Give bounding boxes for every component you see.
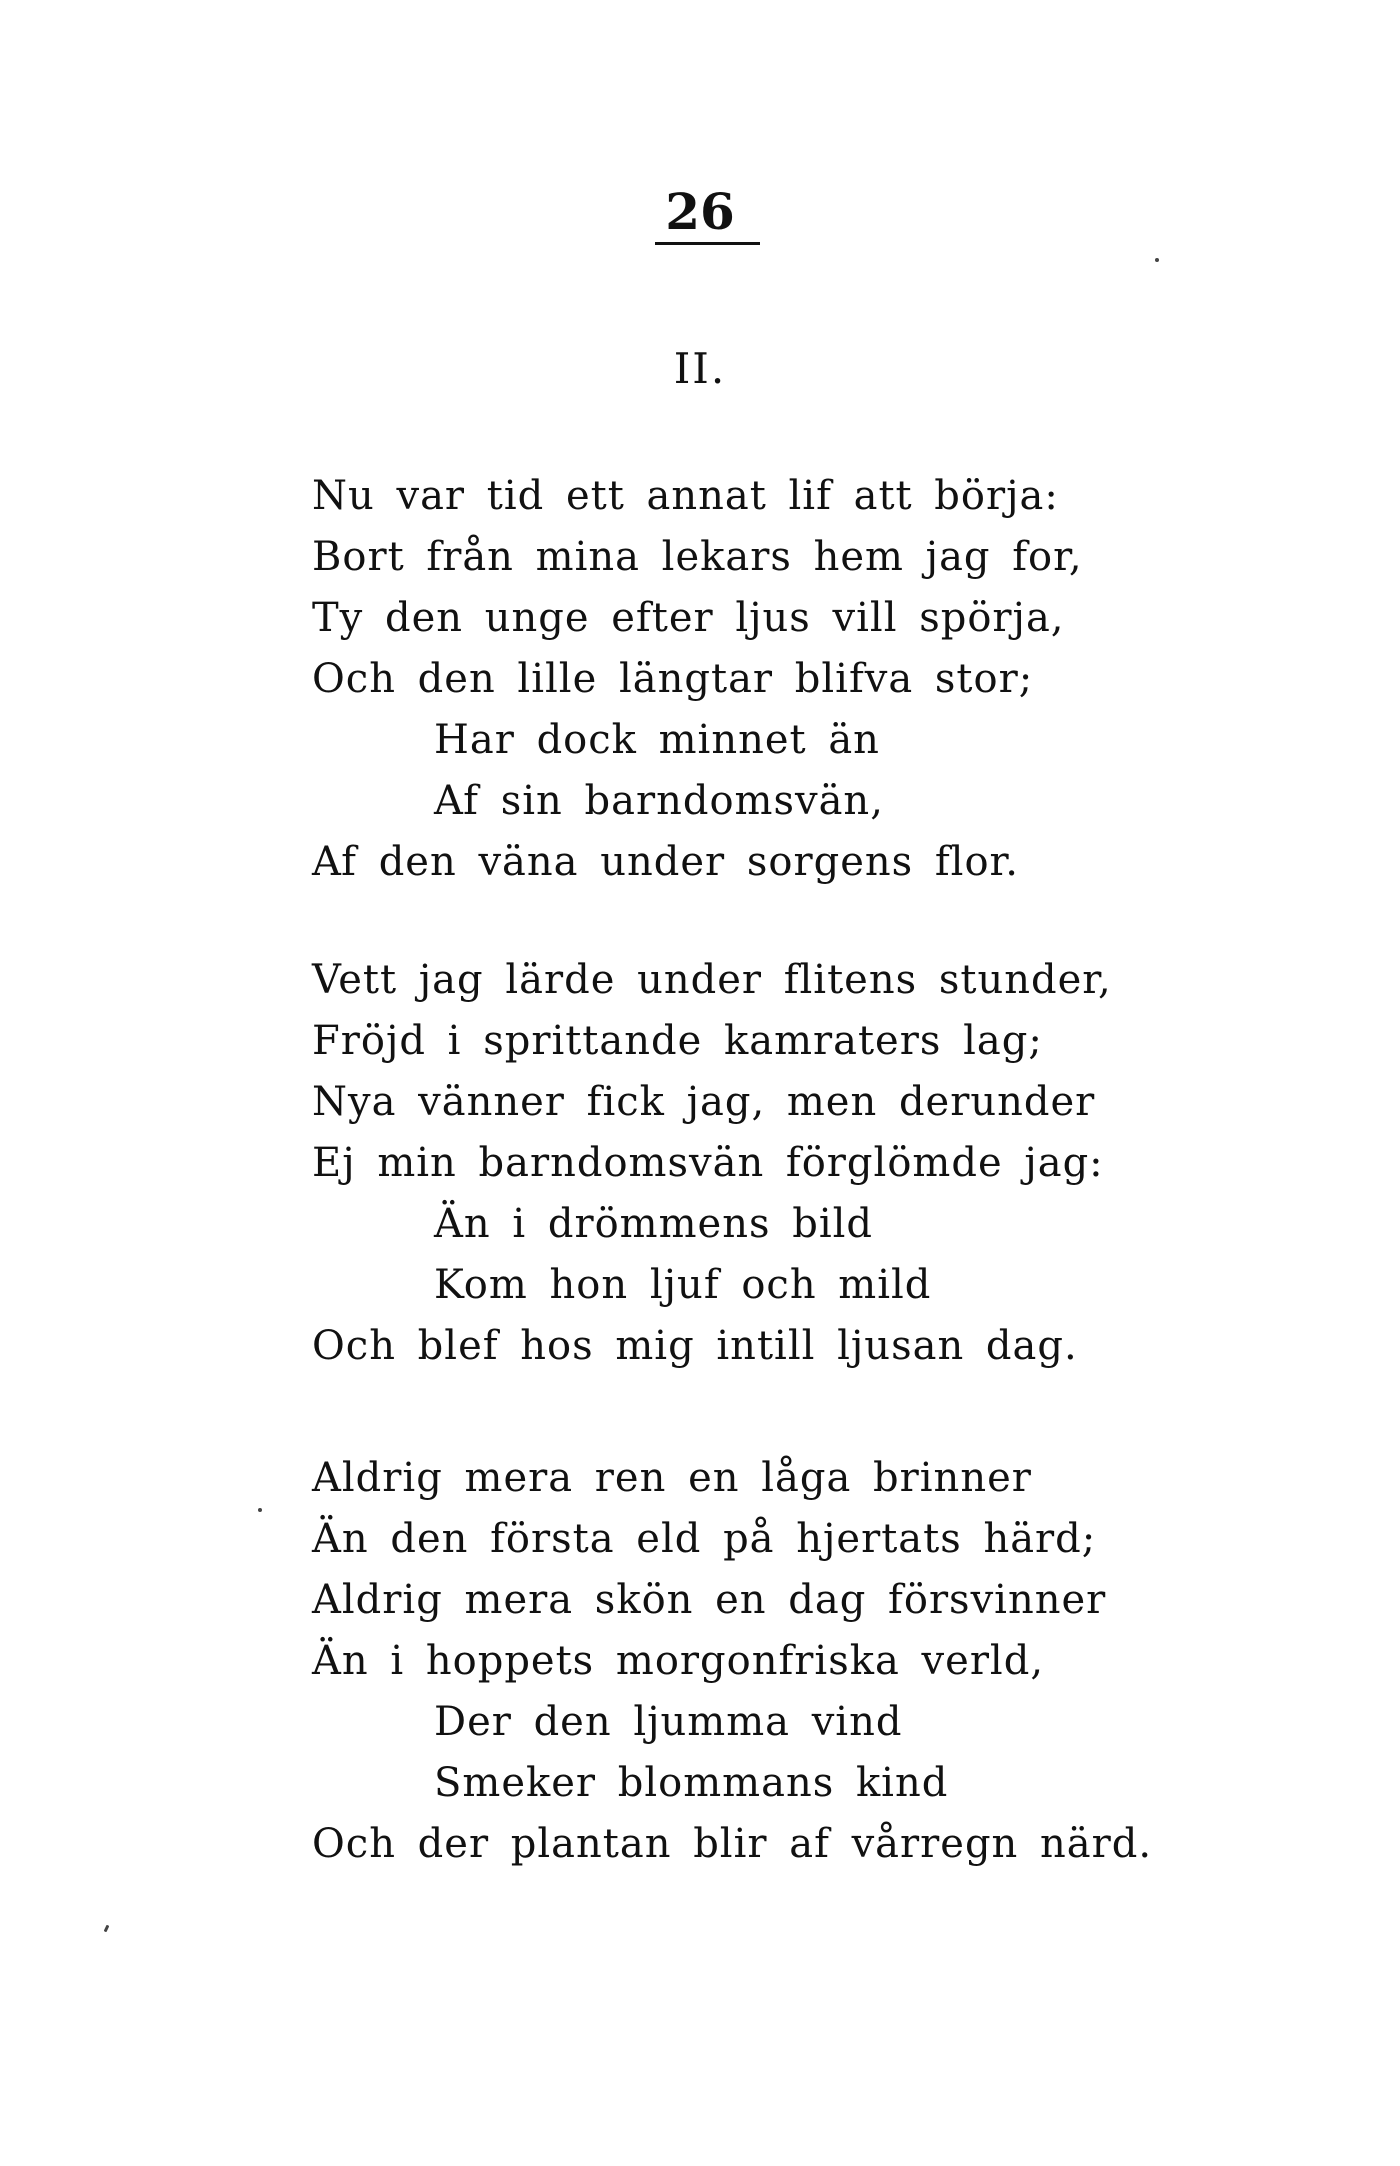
poem-line: Och den lille längtar blifva stor; — [312, 656, 1034, 702]
poem-line: Bort från mina lekars hem jag for, — [312, 534, 1083, 580]
poem-line: Och blef hos mig intill ljusan dag. — [312, 1323, 1078, 1369]
poem-line-indented: Kom hon ljuf och mild — [434, 1262, 932, 1308]
poem-line: Fröjd i sprittande kamraters lag; — [312, 1018, 1043, 1064]
poem-line: Aldrig mera ren en låga brinner — [312, 1455, 1032, 1501]
poem-line: Ej min barndomsvän förglömde jag: — [312, 1140, 1104, 1186]
poem-line: Än den första eld på hjertats härd; — [312, 1516, 1097, 1562]
poem-line: Än i hoppets morgonfriska verld, — [312, 1638, 1045, 1684]
poem-line-indented: Smeker blommans kind — [434, 1760, 949, 1806]
poem-line: Nu var tid ett annat lif att börja: — [312, 473, 1059, 519]
stanza-2 — [312, 950, 1332, 1377]
poem-line: Ty den unge efter ljus vill spörja, — [312, 595, 1065, 641]
stanza-3 — [312, 1448, 1332, 1875]
poem-line: Af den väna under sorgens flor. — [312, 839, 1019, 885]
stanza-1 — [312, 466, 1332, 893]
poem-line: Vett jag lärde under flitens stunder, — [312, 957, 1112, 1003]
poem-line: Nya vänner fick jag, men derunder — [312, 1079, 1096, 1125]
poem-line-indented: Af sin barndomsvän, — [434, 778, 884, 824]
paper-speck — [104, 1925, 110, 1933]
paper-speck — [258, 1508, 262, 1512]
poem-line-indented: Har dock minnet än — [434, 717, 880, 763]
page-number-rule — [655, 242, 760, 245]
poem-line-indented: Der den ljumma vind — [434, 1699, 903, 1745]
poem-line-indented: Än i drömmens bild — [434, 1201, 874, 1247]
section-numeral: II. — [673, 344, 727, 393]
poem-line: Aldrig mera skön en dag försvinner — [312, 1577, 1107, 1623]
paper-speck — [1155, 258, 1159, 262]
poem-line: Och der plantan blir af vårregn närd. — [312, 1821, 1153, 1867]
page-number: 26 — [665, 182, 735, 241]
